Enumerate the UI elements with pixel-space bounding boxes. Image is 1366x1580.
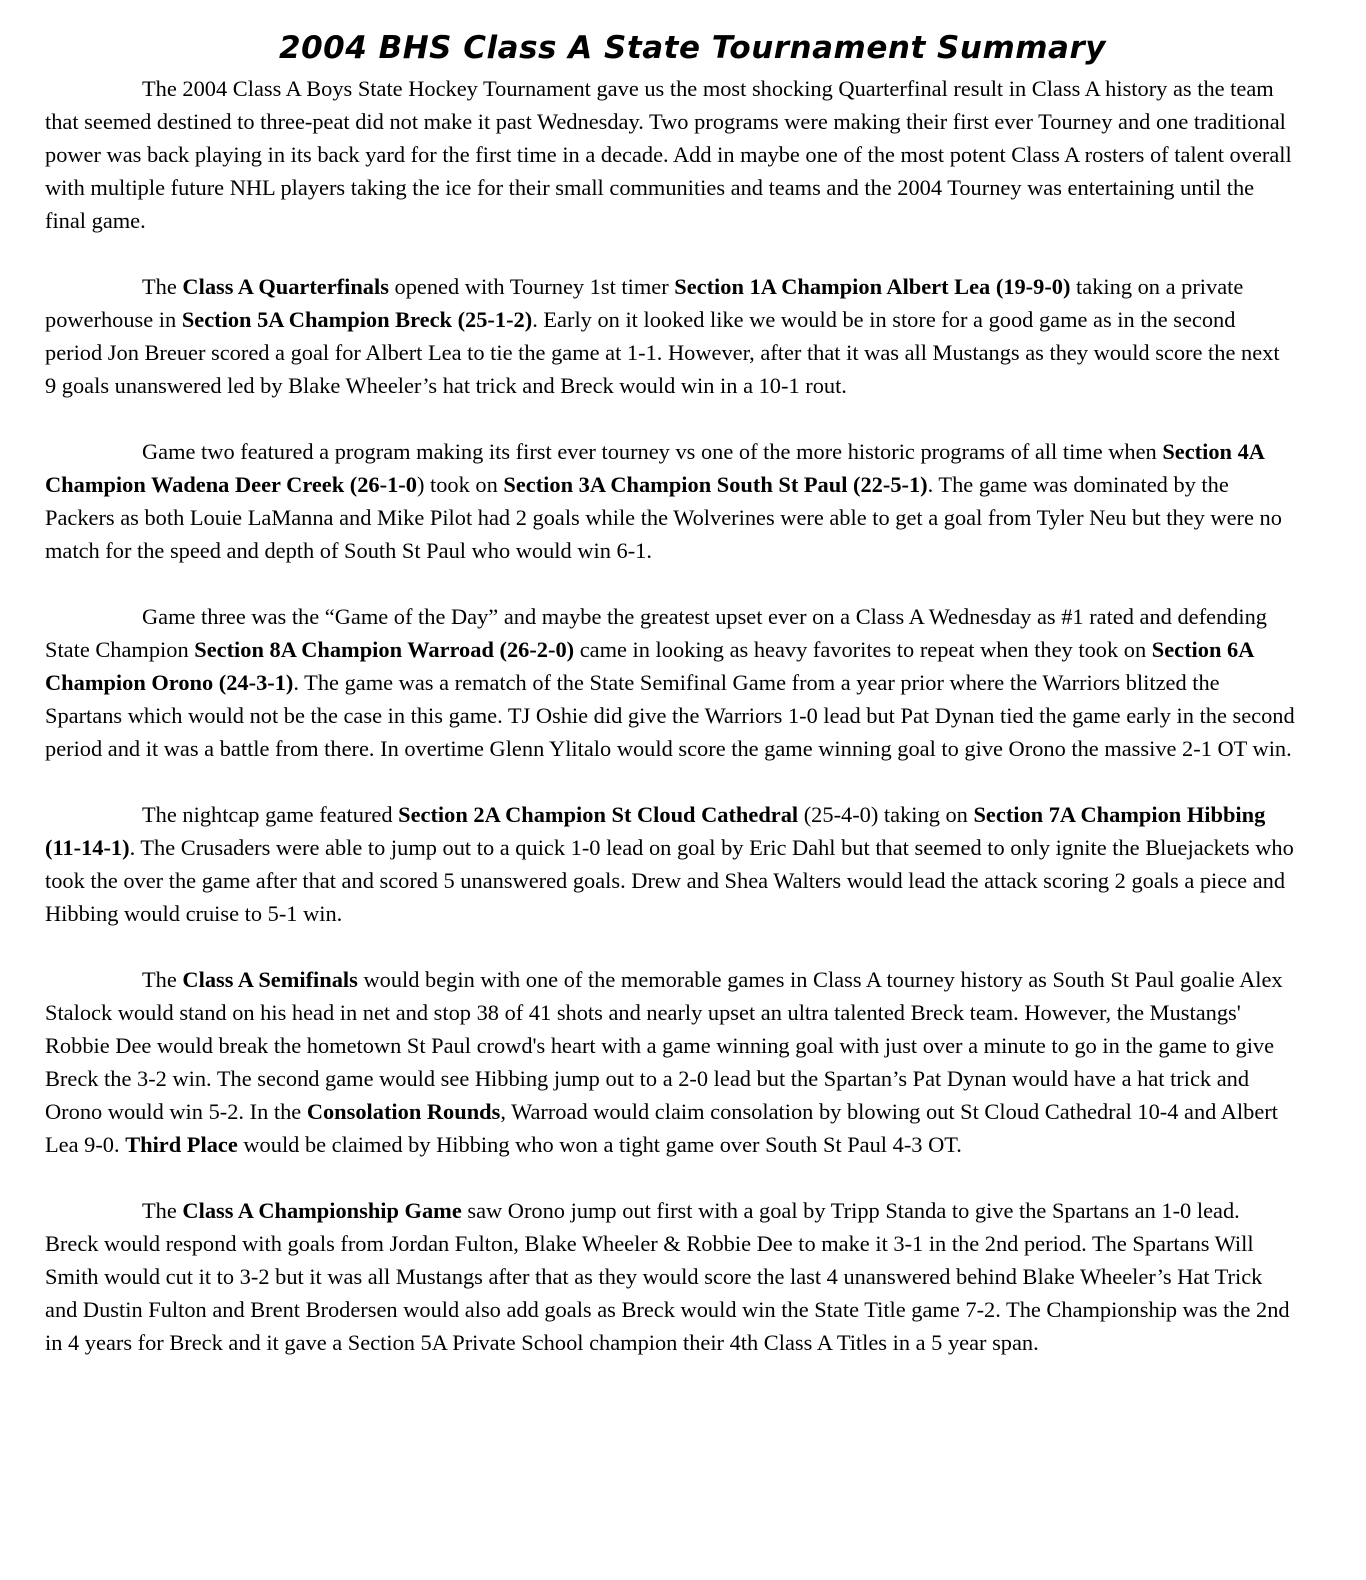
text-run: opened with Tourney 1st timer [388, 274, 675, 299]
text-run: saw Orono jump out first with a goal by Tripp Standa to give the Spartans an 1-0 lead. Breck would respond with goals from Jordan Fulton, Blake Wheeler & Robbie Dee to make it 3-1 in the 2nd period. The Spartans Will Smith would cut it to 3-2 but it was all Mustangs after that as they would score the last 4 unanswered behind Blake Wheeler’s Hat Trick and Dustin Fulton and Brent Brodersen would also add goals as Breck would win the State Title game 7-2. The Championship was the 2nd in 4 years for Breck and it gave a Section 5A Private School champion their 4th Class A Titles in a 5 year span. [45, 1198, 1290, 1355]
paragraph [45, 798, 1295, 930]
paragraph [45, 270, 1295, 402]
text-run: . Early on it looked like we would be in store for a good game as in the second period Jon Breuer scored a goal for Albert Lea to tie the game at 1-1. However, after that it was all Mustangs as they would score the next 9 goals unanswered led by Blake Wheeler’s hat trick and Breck would win in a 10-1 rout. [45, 307, 1280, 398]
text-run: Game three was the “Game of the Day” and maybe the greatest upset ever on a Class A Wednesday as #1 rated and defending State Champion [45, 604, 1267, 662]
bold-text: Section 4A Champion Wadena Deer Creek (26-1-0 [45, 439, 1264, 497]
text-run: would be claimed by Hibbing who won a tight game over South St Paul 4-3 OT. [237, 1132, 962, 1157]
text-run: (25-4-0) taking on [798, 802, 974, 827]
paragraph [45, 600, 1295, 765]
text-run: The [142, 1198, 183, 1223]
text-run: The 2004 Class A Boys State Hockey Tournament gave us the most shocking Quarterfinal result in Class A history as the team that seemed destined to three-peat did not make it past Wednesday. Two programs were making their first ever Tourney and one traditional power was back playing in its back yard for the first time in a decade. Add in maybe one of the most potent Class A rosters of talent overall with multiple future NHL players taking the ice for their small communities and teams and the 2004 Tourney was entertaining until the final game. [45, 76, 1292, 233]
paragraph [45, 72, 1295, 237]
text-run: came in looking as heavy favorites to repeat when they took on [574, 637, 1152, 662]
text-run: , Warroad would claim consolation by blowing out St Cloud Cathedral 10-4 and Albert Lea 9-0. [45, 1099, 1278, 1157]
text-run: taking on a private powerhouse in [45, 274, 1244, 332]
text-run: would begin with one of the memorable games in Class A tourney history as South St Paul goalie Alex Stalock would stand on his head in net and stop 38 of 41 shots and nearly upset an ultra talented Breck team. However, the Mustangs' Robbie Dee would break the hometown St Paul crowd's heart with a game winning goal with just over a minute to go in the game to give Breck the 3-2 win. The second game would see Hibbing jump out to a 2-0 lead but the Spartan’s Pat Dynan would have a hat trick and Orono would win 5-2. In the [45, 967, 1283, 1124]
bold-text: Section 8A Champion Warroad (26-2-0) [194, 637, 575, 662]
document-body [45, 72, 1295, 1359]
text-run: The [142, 967, 183, 992]
text-run: . The game was dominated by the Packers as both Louie LaManna and Mike Pilot had 2 goals while the Wolverines were able to get a goal from Tyler Neu but they were no match for the speed and depth of South St Paul who would win 6-1. [45, 472, 1282, 563]
text-run: Game two featured a program making its first ever tourney vs one of the more historic programs of all time when [142, 439, 1163, 464]
paragraph [45, 435, 1295, 567]
bold-text: Consolation Rounds [306, 1099, 501, 1124]
bold-text: Section 6A Champion Orono (24-3-1) [45, 637, 1254, 695]
text-run: ) took on [416, 472, 504, 497]
text-run: The [142, 274, 183, 299]
bold-text: Third Place [125, 1132, 238, 1157]
text-run: . The game was a rematch of the State Semifinal Game from a year prior where the Warriors blitzed the Spartans which would not be the case in this game. TJ Oshie did give the Warriors 1-0 lead but Pat Dynan tied the game early in the second period and it was a battle from there. In overtime Glenn Ylitalo would score the game winning goal to give Orono the massive 2-1 OT win. [45, 670, 1295, 761]
bold-text: Class A Quarterfinals [182, 274, 389, 299]
bold-text: Section 7A Champion Hibbing (11-14-1) [45, 802, 1266, 860]
bold-text: Section 5A Champion Breck (25-1-2) [181, 307, 533, 332]
text-run: . The Crusaders were able to jump out to a quick 1-0 lead on goal by Eric Dahl but that seemed to only ignite the Bluejackets who took the over the game after that and scored 5 unanswered goals. Drew and Shea Walters would lead the attack scoring 2 goals a piece and Hibbing would cruise to 5-1 win. [45, 835, 1294, 926]
page-title: 2004 BHS Class A State Tournament Summary [279, 30, 1106, 66]
bold-text: Class A Championship Game [182, 1198, 462, 1223]
bold-text: Class A Semifinals [182, 967, 358, 992]
paragraph [45, 963, 1295, 1161]
text-run: The nightcap game featured [142, 802, 399, 827]
bold-text: Section 2A Champion St Cloud Cathedral [398, 802, 799, 827]
bold-text: Section 1A Champion Albert Lea (19-9-0) [674, 274, 1071, 299]
bold-text: Section 3A Champion South St Paul (22-5-1) [503, 472, 928, 497]
paragraph [45, 1194, 1295, 1359]
